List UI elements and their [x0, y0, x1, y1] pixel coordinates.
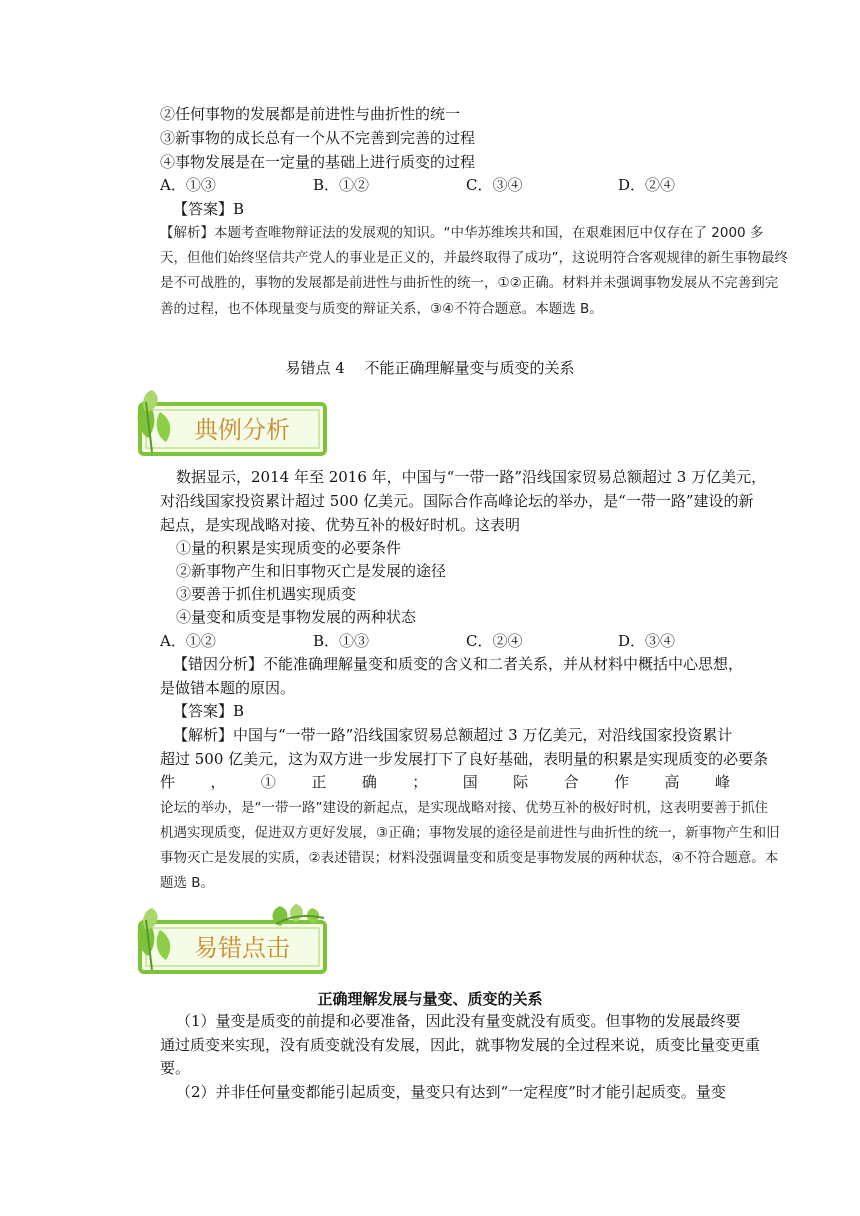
tips-title: 正确理解发展与量变、质变的关系 [317, 990, 543, 1008]
error-analysis-line-2: 是做错本题的原因。 [160, 679, 296, 697]
choice-c: C．③④ [466, 176, 523, 194]
analysis-2-img-line-1: 论坛的举办，是“一带一路”建设的新起点，是实现战略对接、优势互补的极好时机，这表明要善于抓住 [160, 800, 768, 816]
banner-label: 典例分析 [194, 416, 290, 444]
analysis-2-img-line-3: 事物灭亡是发展的实质，②表述错误；材料没强调量变和质变是事物发展的两种状态，④不符合题意。本 [160, 850, 779, 866]
choice-row-1 [160, 174, 720, 196]
choice-b: B．①③ [313, 632, 370, 650]
choice-b: B．①② [313, 176, 370, 194]
statement-1: ①量的积累是实现质变的必要条件 [176, 539, 402, 557]
option-item-2: ②任何事物的发展都是前进性与曲折性的统一 [160, 105, 461, 123]
banner-error-tips [130, 900, 330, 980]
analysis-2-img-line-2: 机遇实现质变，促进双方更好发展，③正确；事物发展的途径是前进性与曲折性的统一，新事物产生和旧 [160, 825, 780, 841]
statement-3: ③要善于抓住机遇实现质变 [176, 585, 357, 603]
analysis-2-line-3: 件，①正确；国际合作高峰 [160, 773, 730, 791]
question-line-2: 对沿线国家投资累计超过 500 亿美元。国际合作高峰论坛的举办，是“一带一路”建设的新 [160, 492, 754, 510]
question-line-3: 起点，是实现战略对接、优势互补的极好时机。这表明 [160, 516, 521, 534]
tips-line-2: 通过质变来实现，没有质变就没有发展，因此，就事物发展的全过程来说，质变比量变更重 [160, 1036, 761, 1054]
analysis-1-line-2: 天，但他们始终坚信共产党人的事业是正义的，并最终取得了成功”，这说明符合客观规律的新生事物最终 [160, 250, 788, 266]
analysis-2-line-2: 超过 500 亿美元，这为双方进一步发展打下了良好基础，表明量的积累是实现质变的必要条 [160, 750, 769, 768]
tips-line-3: 要。 [160, 1059, 191, 1077]
answer-2: 【答案】B [173, 702, 245, 720]
choice-row-2 [160, 630, 720, 652]
statement-4: ④量变和质变是事物发展的两种状态 [176, 608, 417, 626]
choice-d: D．②④ [618, 176, 676, 194]
statement-2: ②新事物产生和旧事物灭亡是发展的途径 [176, 562, 447, 580]
banner-label: 易错点击 [194, 934, 290, 962]
analysis-2-img-line-4: 题选 B。 [160, 875, 215, 891]
error-analysis-line-1: 【错因分析】不能准确理解量变和质变的含义和二者关系，并从材料中概括中心思想， [173, 655, 744, 673]
answer-1: 【答案】B [173, 200, 245, 218]
option-item-3: ③新事物的成长总有一个从不完善到完善的过程 [160, 129, 476, 147]
analysis-1-line-1: 【解析】本题考查唯物辩证法的发展观的知识。“中华苏维埃共和国，在艰难困厄中仅存在了 2000 多 [160, 225, 764, 241]
banner-example-analysis [130, 382, 330, 462]
choice-a: A．①② [160, 632, 216, 650]
choice-c: C．②④ [466, 632, 523, 650]
question-line-1: 数据显示，2014 年至 2016 年，中国与“一带一路”沿线国家贸易总额超过 3 万亿美元， [176, 468, 767, 486]
tips-line-1: （1）量变是质变的前提和必要准备，因此没有量变就没有质变。但事物的发展最终要 [176, 1012, 741, 1030]
analysis-1-line-4: 善的过程，也不体现量变与质变的辩证关系，③④不符合题意。本题选 B。 [160, 301, 603, 317]
section-heading: 易错点 4 不能正确理解量变与质变的关系 [285, 359, 575, 377]
analysis-1-line-3: 是不可战胜的，事物的发展都是前进性与曲折性的统一，①②正确。材料并未强调事物发展从不完善到完 [160, 275, 779, 291]
tips-line-4: （2）并非任何量变都能引起质变，量变只有达到“一定程度”时才能引起质变。量变 [176, 1083, 726, 1101]
option-item-4: ④事物发展是在一定量的基础上进行质变的过程 [160, 153, 476, 171]
choice-a: A．①③ [160, 176, 216, 194]
choice-d: D．③④ [618, 632, 676, 650]
analysis-2-line-1: 【解析】中国与“一带一路”沿线国家贸易总额超过 3 万亿美元，对沿线国家投资累计 [173, 726, 733, 744]
